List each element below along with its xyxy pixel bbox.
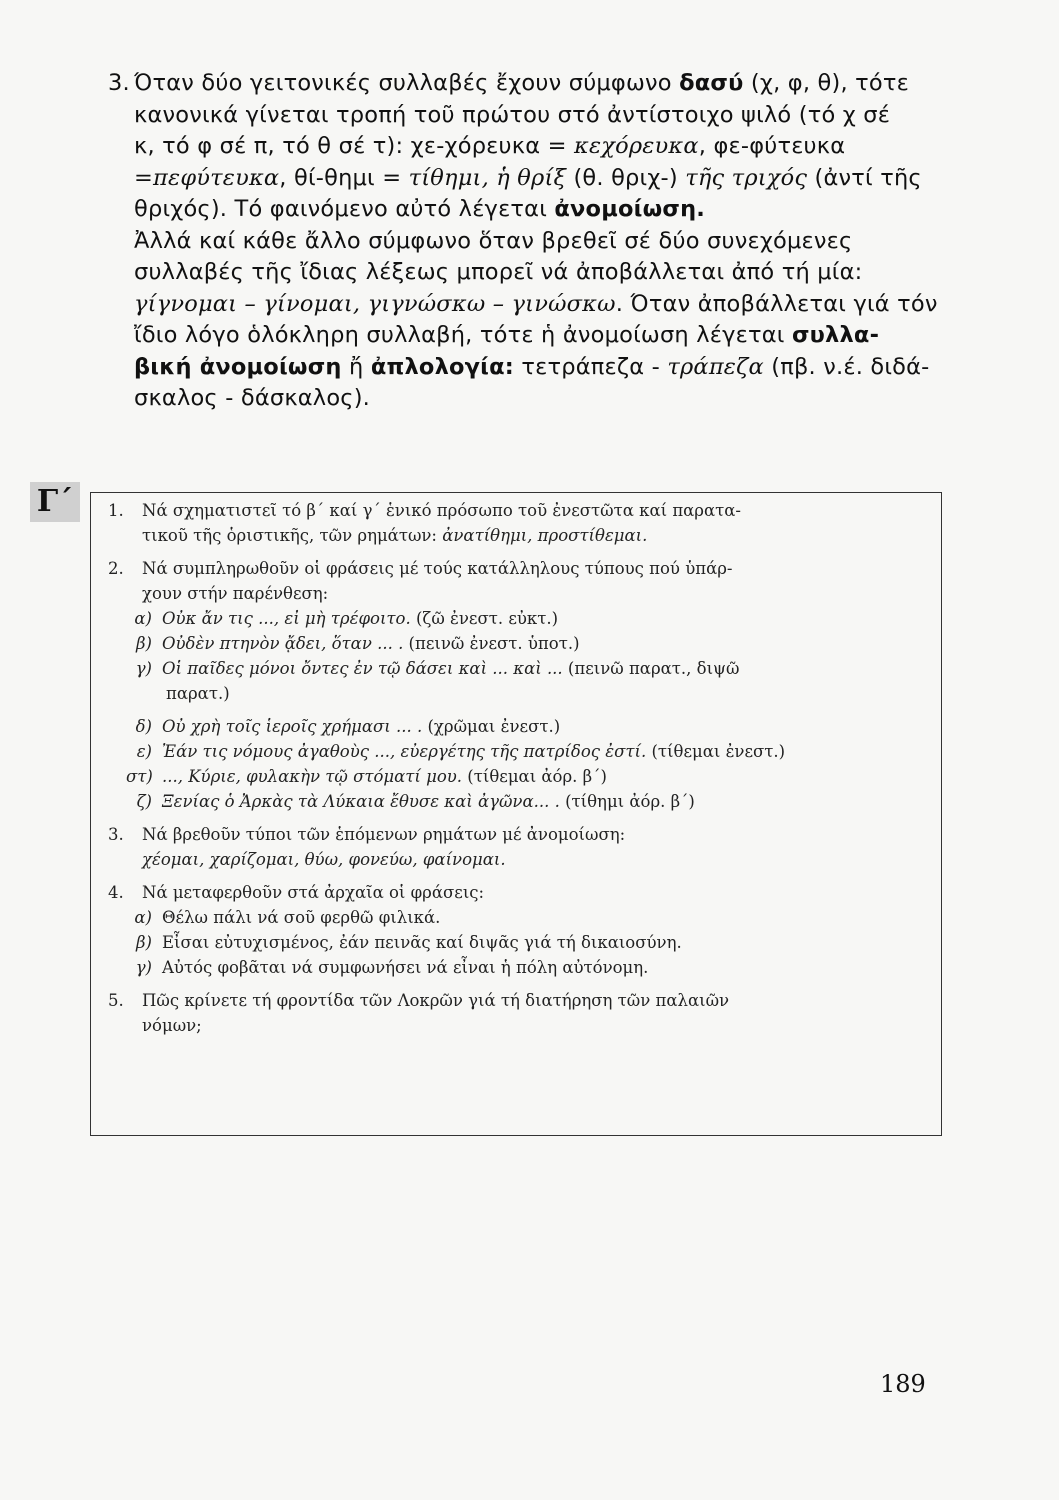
italic-text: γίγνομαι – γίνομαι, γιγνώσκω – γινώσκω [134, 290, 616, 317]
paragraph-line [108, 100, 948, 132]
italic-text: τράπεζα [667, 353, 764, 380]
paragraph-line [108, 68, 948, 100]
text-run: Νά συμπληρωθοῦν οἱ φράσεις μέ τούς κατάλληλους τύπους πού ὑπάρ- [142, 559, 733, 578]
italic-text: Οὐδὲν πτηνὸν ᾄδει, ὅταν ... . [162, 634, 404, 653]
text-run: (τίθεμαι ἐνεστ.) [646, 742, 786, 761]
exercise-line [108, 681, 938, 706]
rule-number: 3. [108, 70, 130, 96]
text-run: (χρῶμαι ἐνεστ.) [422, 717, 561, 736]
italic-text: =πεφύτευκα [134, 164, 280, 191]
text-run: παρατ.) [166, 684, 230, 703]
text-run: τικοῦ τῆς ὁριστικῆς, τῶν ρημάτων: [142, 526, 443, 545]
paragraph-line [108, 352, 948, 384]
text-run: (ζῶ ἐνεστ. εὐκτ.) [410, 609, 559, 628]
exercise-number: 3. [108, 825, 124, 844]
italic-text: κεχόρευκα [574, 133, 699, 159]
spacer [108, 548, 938, 556]
text-run: Αὐτός φοβᾶται νά συμφωνήσει νά εἶναι ἡ πόλη αὐτόνομη. [162, 958, 649, 977]
exercise-subitem [108, 739, 938, 764]
italic-text: χέομαι, χαρίζομαι, θύω, φονεύω, φαίνομαι. [142, 850, 506, 869]
text-run: Όταν δύο γειτονικές συλλαβές ἔχουν σύμφωνο [134, 70, 680, 96]
text-run: (θ. θριχ-) [566, 164, 686, 191]
exercise-number: 1. [108, 501, 124, 520]
exercise-item [108, 556, 938, 581]
paragraph-line [108, 320, 948, 352]
italic-text: Ξενίας ὁ Ἀρκὰς τὰ Λύκαια ἔθυσε καὶ ἀγῶνα... . [162, 792, 560, 811]
subitem-label: ζ) [136, 792, 152, 811]
exercise-item [108, 880, 938, 905]
exercise-item [108, 498, 938, 523]
exercise-subitem [108, 930, 938, 955]
text-run: συλλαβές τῆς ἴδιας λέξεως μπορεῖ νά ἀποβάλλεται ἀπό τή μία: [134, 259, 863, 285]
text-run: κ, τό φ σέ π, τό θ σέ τ): χε-χόρευκα = [134, 133, 575, 159]
text-run: (ἀντί τῆς [807, 164, 922, 191]
exercise-subitem [108, 606, 938, 631]
exercise-number: 4. [108, 883, 124, 902]
italic-text: τίθημι, ἡ θρίξ [408, 164, 567, 191]
exercise-subitem [108, 631, 938, 656]
spacer [108, 706, 938, 714]
bold-term: ἀπλολογία: [370, 353, 515, 380]
exercise-number: 2. [108, 559, 124, 578]
subitem-label: στ) [126, 767, 153, 786]
text-run: Νά μεταφερθοῦν στά ἀρχαῖα οἱ φράσεις: [142, 883, 485, 902]
text-run: (πεινῶ ἐνεστ. ὑποτ.) [403, 634, 580, 653]
exercise-subitem [108, 905, 938, 930]
subitem-label: γ) [135, 659, 152, 678]
text-run: , φε-φύτευκα [698, 133, 846, 159]
italic-text: Οὐ χρὴ τοῖς ἱεροῖς χρήμασι ... . [162, 717, 423, 736]
exercise-subitem [108, 789, 938, 814]
exercise-line [108, 523, 938, 548]
exercise-subitem [108, 764, 938, 789]
exercise-item [108, 988, 938, 1013]
italic-text: Οὐκ ἄν τις ..., εἰ μὴ τρέφοιτο. [162, 609, 411, 628]
paragraph-line [108, 163, 948, 195]
italic-text: ..., Κύριε, φυλακὴν τῷ στόματί μου. [162, 767, 463, 786]
text-run: , θί-θημι = [279, 164, 409, 191]
text-run: ἴδιο λόγο ὁλόκληρη συλλαβή, τότε ἡ ἀνομοίωση λέγεται [134, 322, 792, 348]
exercise-item [108, 822, 938, 847]
text-run: Ἀλλά καί κάθε ἄλλο σύμφωνο ὅταν βρεθεῖ σέ δύο συνεχόμενες [134, 227, 853, 254]
subitem-label: γ) [135, 958, 152, 977]
text-run: χουν στήν παρένθεση: [142, 584, 329, 603]
text-run: (τίθημι ἀόρ. β΄) [559, 792, 695, 811]
exercise-subitem [108, 656, 938, 681]
subitem-label: β) [136, 634, 152, 653]
text-run: Θέλω πάλι νά σοῦ φερθῶ φιλικά. [162, 908, 441, 927]
bold-term: δασύ [679, 70, 744, 96]
exercise-subitem [108, 714, 938, 739]
text-run: τετράπεζα - [514, 353, 668, 380]
text-run: Πῶς κρίνετε τή φροντίδα τῶν Λοκρῶν γιά τή διατήρηση τῶν παλαιῶν [142, 991, 730, 1010]
text-run: (τίθεμαι ἀόρ. β΄) [462, 767, 607, 786]
paragraph-line [108, 289, 948, 321]
italic-text: Οἱ παῖδες μόνοι ὄντες ἐν τῷ δάσει καὶ ... καὶ ... [162, 659, 563, 678]
subitem-label: δ) [135, 717, 152, 736]
text-run: ἤ [341, 353, 371, 380]
text-run: (πεινῶ παρατ., διψῶ [562, 659, 740, 678]
paragraph-line [108, 226, 948, 258]
italic-text: ἀνατίθημι, προστίθεμαι. [442, 526, 648, 545]
text-run: νόμων; [142, 1016, 202, 1035]
text-run: κανονικά γίνεται τροπή τοῦ πρώτου στό ἀντίστοιχο ψιλό (τό χ σέ [134, 101, 891, 128]
text-run: σκαλος - δάσκαλος). [134, 385, 371, 411]
subitem-label: β) [136, 933, 152, 952]
spacer [108, 872, 938, 880]
exercise-line [108, 847, 938, 872]
subitem-label: ε) [136, 742, 152, 761]
italic-text: τῆς τριχός [685, 164, 808, 191]
exercise-number: 5. [108, 991, 124, 1010]
bold-term: βική ἀνομοίωση [134, 353, 342, 380]
text-run: Νά βρεθοῦν τύποι τῶν ἑπόμενων ρημάτων μέ ἀνομοίωση: [142, 825, 626, 844]
text-run: (χ, φ, θ), τότε [743, 70, 909, 96]
exercise-subitem [108, 955, 938, 980]
text-run: θριχός). Τό φαινόμενο αὐτό λέγεται [134, 196, 555, 222]
bold-term: συλλα- [791, 322, 880, 348]
spacer [108, 980, 938, 988]
exercise-line [108, 581, 938, 606]
subitem-label: α) [134, 908, 152, 927]
section-badge: Γ΄ [30, 482, 80, 522]
rule-3-paragraph [108, 68, 948, 415]
paragraph-line [108, 257, 948, 289]
text-run: . Όταν ἀποβάλλεται γιά τόν [615, 290, 938, 317]
bold-term: ἀνομοίωση. [554, 196, 706, 222]
paragraph-line [108, 194, 948, 226]
subitem-label: α) [134, 609, 152, 628]
paragraph-line [108, 383, 948, 415]
text-run: Νά σχηματιστεῖ τό β΄ καί γ΄ ἑνικό πρόσωπο τοῦ ἐνεστῶτα καί παρατα- [142, 501, 741, 520]
text-run: Εἶσαι εὐτυχισμένος, ἐάν πεινᾶς καί διψᾶς γιά τή δικαιοσύνη. [162, 933, 682, 952]
exercises-list [108, 498, 938, 1038]
text-run: (πβ. ν.έ. διδά- [763, 353, 930, 380]
exercise-line [108, 1013, 938, 1038]
italic-text: Ἐάν τις νόμους ἀγαθοὺς ..., εὐεργέτης τῆς πατρίδος ἐστί. [162, 742, 647, 761]
spacer [108, 814, 938, 822]
page-number: 189 [880, 1370, 926, 1398]
paragraph-line [108, 131, 948, 163]
